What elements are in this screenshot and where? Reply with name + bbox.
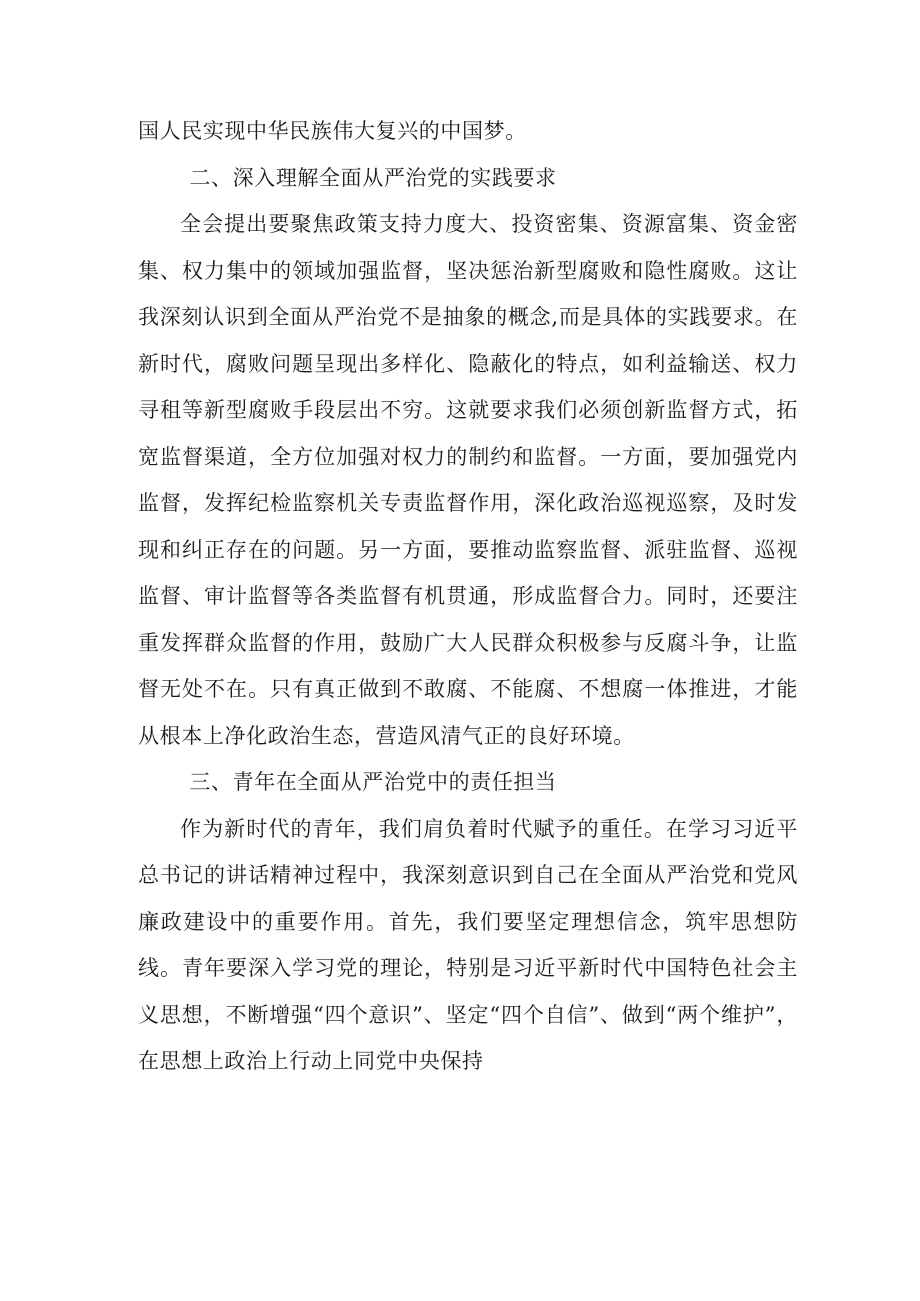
document-body xyxy=(138,108,798,1085)
section-heading-3: 三、青年在全面从严治党中的责任担当 xyxy=(189,770,557,794)
section-heading-2: 二、深入理解全面从严治党的实践要求 xyxy=(189,165,557,190)
paragraph-continuation: 国人民实现中华民族伟大复兴的中国梦。 xyxy=(138,119,527,143)
paragraph-section-2-body: 全会提出要聚焦政策支持力度大、投资密集、资源富集、资金密集、权力集中的领域加强监督，坚决惩治新型腐败和隐性腐败。这让我深刻认识到全面从严治党不是抽象的概念,而是具体的实践要求。在新时代，腐败问题呈现出多样化、隐蔽化的特点，如利益输送、权力寻租等新型腐败手段层出不穷。这就要求我们必须创新监督方式，拓宽监督渠道，全方位加强对权力的制约和监督。一方面，要加强党内监督，发挥纪检监察机关专责监督作用，深化政治巡视巡察，及时发现和纠正存在的问题。另一方面，要推动监察监督、派驻监督、巡视监督、审计监督等各类监督有机贯通，形成监督合力。同时，还要注重发挥群众监督的作用，鼓励广大人民群众积极参与反腐斗争，让监督无处不在。只有真正做到不敢腐、不能腐、不想腐一体推进，才能从根本上净化政治生态，营造风清气正的良好环境。 xyxy=(138,212,798,748)
paragraph-section-3-body: 作为新时代的青年，我们肩负着时代赋予的重任。在学习习近平总书记的讲话精神过程中，我深刻意识到自己在全面从严治党和党风廉政建设中的重要作用。首先，我们要坚定理想信念，筑牢思想防线。青年要深入学习党的理论，特别是习近平新时代中国特色社会主义思想，不断增强“四个意识”、坚定“四个自信”、做到“两个维护”，在思想上政治上行动上同党中央保持 xyxy=(138,816,798,1073)
